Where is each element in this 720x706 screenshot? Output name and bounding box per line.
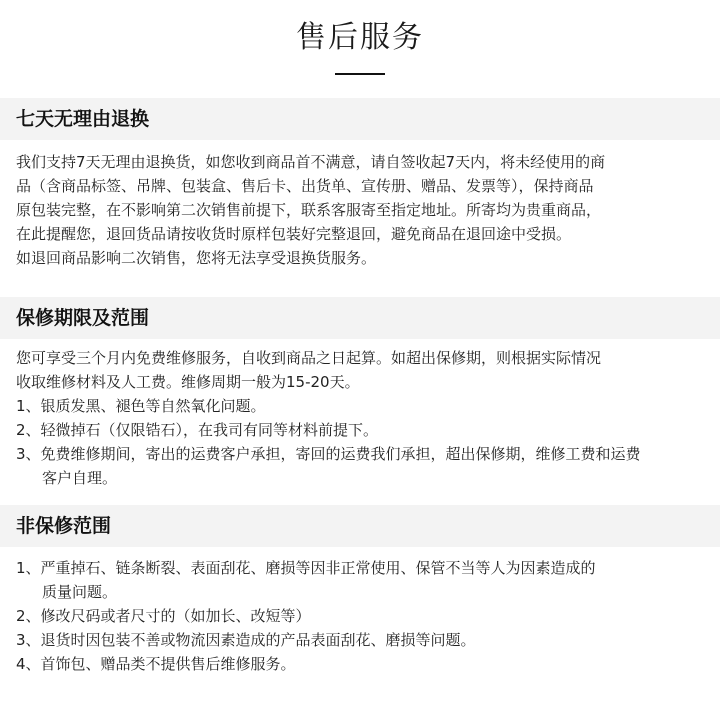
body-line: 如退回商品影响二次销售，您将无法享受退换货服务。 (16, 249, 377, 267)
section-heading: 七天无理由退换 (16, 108, 150, 130)
section-body-seven-day-return (16, 150, 706, 270)
section-heading: 保修期限及范围 (16, 307, 150, 329)
section-header-seven-day-return (0, 98, 720, 140)
list-item: 3、退货时因包装不善或物流因素造成的产品表面刮花、磨损等问题。 (16, 631, 476, 649)
body-line: 您可享受三个月内免费维修服务，自收到商品之日起算。如超出保修期，则根据实际情况 (16, 349, 602, 367)
list-item: 4、首饰包、赠品类不提供售后维修服务。 (16, 655, 296, 673)
body-line: 在此提醒您，退回货品请按收货时原样包装好完整退回，避免商品在退回途中受损。 (16, 225, 572, 243)
section-body-not-covered (16, 556, 706, 676)
list-item: 3、免费维修期间，寄出的运费客户承担，寄回的运费我们承担，超出保修期，维修工费和运费 (16, 445, 641, 463)
body-line: 收取维修材料及人工费。维修周期一般为15-20天。 (16, 373, 360, 391)
body-line: 品（含商品标签、吊牌、包装盒、售后卡、出货单、宣传册、赠品、发票等），保持商品 (16, 177, 594, 195)
list-item-continuation: 客户自理。 (42, 469, 118, 487)
list-item: 2、轻微掉石（仅限锆石），在我司有同等材料前提下。 (16, 421, 379, 439)
list-item: 1、严重掉石、链条断裂、表面刮花、磨损等因非正常使用、保管不当等人为因素造成的 (16, 559, 596, 577)
page-title: 售后服务 (296, 20, 424, 55)
section-header-not-covered (0, 505, 720, 547)
body-line: 原包装完整，在不影响第二次销售前提下，联系客服寄至指定地址。所寄均为贵重商品， (16, 201, 602, 219)
section-body-warranty (16, 346, 706, 490)
title-divider (335, 73, 385, 75)
section-header-warranty (0, 297, 720, 339)
list-item: 2、修改尺码或者尺寸的（如加长、改短等） (16, 607, 311, 625)
list-item-continuation: 质量问题。 (42, 583, 118, 601)
list-item: 1、银质发黑、褪色等自然氧化问题。 (16, 397, 266, 415)
section-heading: 非保修范围 (16, 515, 112, 537)
body-line: 我们支持7天无理由退换货，如您收到商品首不满意，请自签收起7天内，将未经使用的商 (16, 153, 606, 171)
